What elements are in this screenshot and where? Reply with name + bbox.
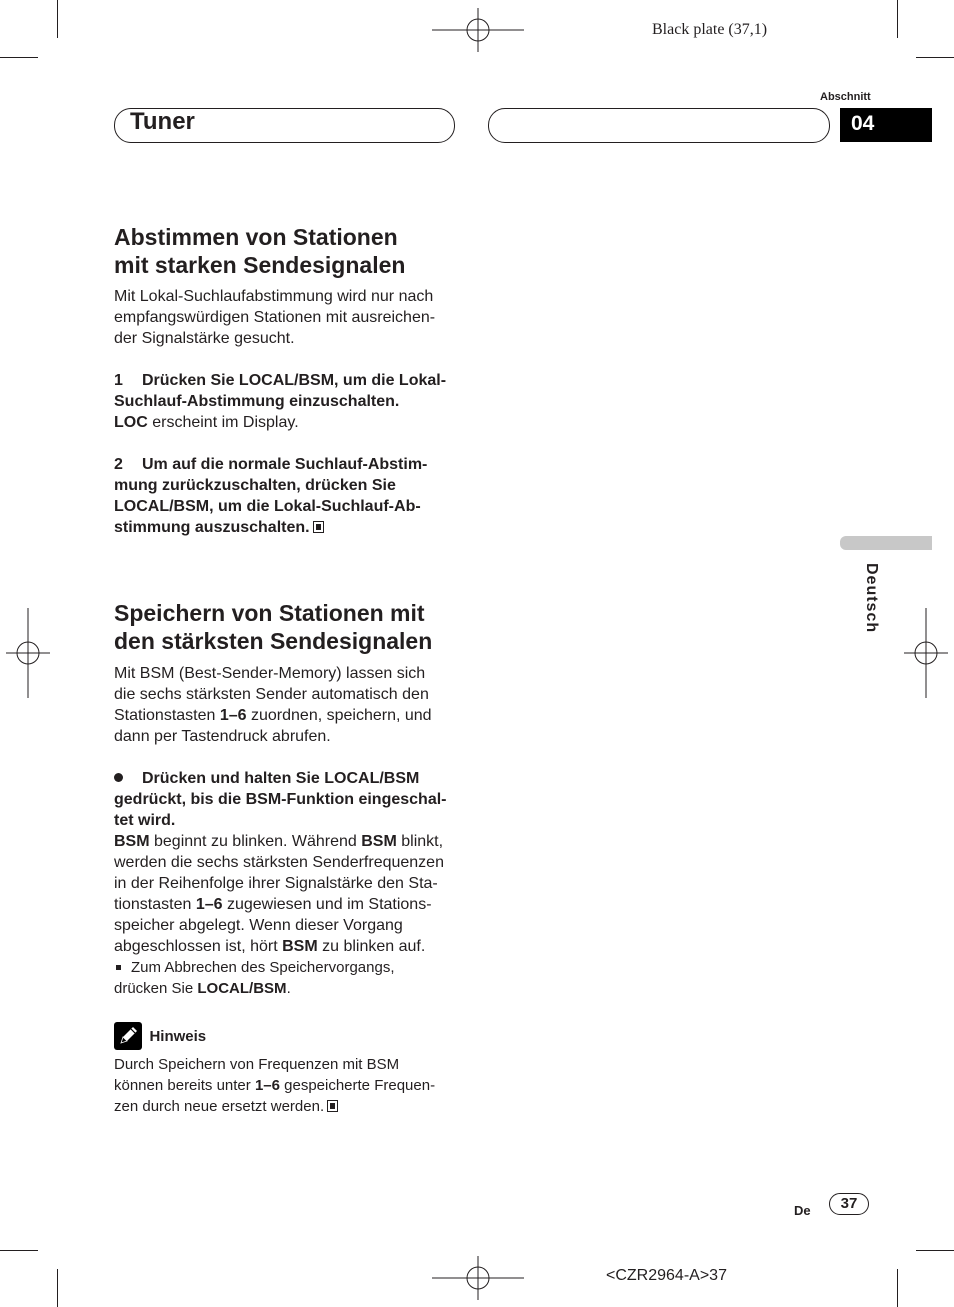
section-2-intro [114, 663, 459, 747]
bullet-icon [114, 773, 123, 782]
end-of-section-icon [327, 1100, 338, 1112]
registration-mark-left [6, 608, 50, 698]
step-number: 1 [114, 372, 123, 389]
note-line: Durch Speichern von Frequenzen mit BSM [114, 1056, 400, 1073]
plate-label: Black plate (37,1) [652, 21, 768, 38]
desc-line: werden die sechs stärksten Senderfrequenzen [114, 854, 444, 871]
step-1 [114, 370, 459, 433]
intro-text: Stationstasten [114, 707, 220, 724]
section-2-heading-line: den stärksten Sendesignalen [114, 628, 433, 654]
pencil-icon [114, 1022, 142, 1050]
note-text: können bereits unter [114, 1077, 255, 1094]
section-title: Tuner [130, 108, 195, 135]
step-text: Suchlauf-Abstimmung einzuschalten. [114, 393, 400, 410]
document-code: <CZR2964-A>37 [606, 1267, 727, 1284]
cancel-subnote [114, 957, 459, 999]
desc-line: speicher abgelegt. Wenn dieser Vorgang [114, 917, 403, 934]
intro-line: Mit BSM (Best-Sender-Memory) lassen sich [114, 665, 426, 682]
step-text: LOCAL/BSM, um die Lokal-Suchlauf-Ab- [114, 498, 421, 515]
registration-mark-bottom [432, 1256, 524, 1300]
note-box [114, 1022, 459, 1117]
intro-line: die sechs stärksten Sender automatisch den [114, 686, 429, 703]
desc-line: in der Reihenfolge ihrer Signalstärke den Sta- [114, 875, 438, 892]
registration-mark-top [432, 8, 524, 52]
intro-line: empfangswürdigen Stationen mit ausreichen- [114, 309, 436, 326]
section-2 [114, 599, 459, 999]
bullet-step [114, 768, 459, 831]
subnote-text: drücken Sie [114, 980, 198, 997]
section-2-heading [114, 599, 459, 655]
desc-text: zu blinken auf. [317, 938, 426, 955]
language-tab-label: Deutsch [863, 563, 880, 634]
preset-range: 1–6 [254, 1077, 280, 1094]
note-title: Hinweis [149, 1027, 207, 1045]
section-1-heading-line: mit starken Sendesignalen [114, 252, 406, 278]
step-number: 2 [114, 456, 123, 473]
section-number-box [840, 108, 932, 142]
step-text: Drücken und halten Sie LOCAL/BSM [142, 770, 420, 787]
end-of-section-icon [313, 521, 324, 533]
button-name: LOCAL/BSM [197, 980, 287, 997]
display-indicator: BSM [114, 833, 150, 850]
abschnitt-label: Abschnitt [820, 91, 871, 103]
step-text: Um auf die normale Suchlauf-Abstim- [142, 456, 428, 473]
display-indicator: BSM [282, 938, 318, 955]
subnote-text: Zum Abbrechen des Speichervorgangs, [131, 959, 395, 976]
step-text: mung zurückzuschalten, drücken Sie [114, 477, 396, 494]
square-bullet-icon [116, 965, 121, 970]
header-empty-pill [488, 108, 830, 143]
language-tab-marker [840, 536, 932, 550]
desc-text: zugewiesen und im Stations- [222, 896, 432, 913]
note-body [114, 1054, 459, 1117]
intro-line: dann per Tastendruck abrufen. [114, 728, 331, 745]
step-text: tet wird. [114, 812, 176, 829]
desc-text: blinkt, [396, 833, 444, 850]
preset-range: 1–6 [219, 707, 247, 724]
section-number: 04 [851, 112, 875, 135]
step-text: Drücken Sie LOCAL/BSM, um die Lokal- [142, 372, 447, 389]
step-2 [114, 454, 459, 538]
page-number: 37 [829, 1193, 869, 1215]
note-header [114, 1022, 459, 1052]
display-indicator: LOC [114, 414, 148, 431]
preset-range: 1–6 [195, 896, 223, 913]
section-2-heading-line: Speichern von Stationen mit [114, 600, 425, 626]
section-1-intro [114, 286, 459, 349]
display-indicator: BSM [361, 833, 397, 850]
section-1-heading-line: Abstimmen von Stationen [114, 224, 398, 250]
step-result: erscheint im Display. [147, 414, 299, 431]
intro-line: Mit Lokal-Suchlaufabstimmung wird nur nach [114, 288, 434, 305]
desc-text: tionstasten [114, 896, 196, 913]
intro-text: zuordnen, speichern, und [246, 707, 432, 724]
step-text: gedrückt, bis die BSM-Funktion eingeschal- [114, 791, 447, 808]
note-text: gespeicherte Frequen- [279, 1077, 436, 1094]
footer-language: De [794, 1203, 811, 1218]
subnote-text: . [286, 980, 291, 997]
desc-text: abgeschlossen ist, hört [114, 938, 283, 955]
bsm-description [114, 831, 459, 957]
registration-mark-right [904, 608, 948, 698]
intro-line: der Signalstärke gesucht. [114, 330, 295, 347]
desc-text: beginnt zu blinken. Während [149, 833, 362, 850]
step-text: stimmung auszuschalten. [114, 519, 310, 536]
section-1 [114, 223, 459, 538]
note-text: zen durch neue ersetzt werden. [114, 1098, 325, 1115]
section-1-heading [114, 223, 459, 279]
